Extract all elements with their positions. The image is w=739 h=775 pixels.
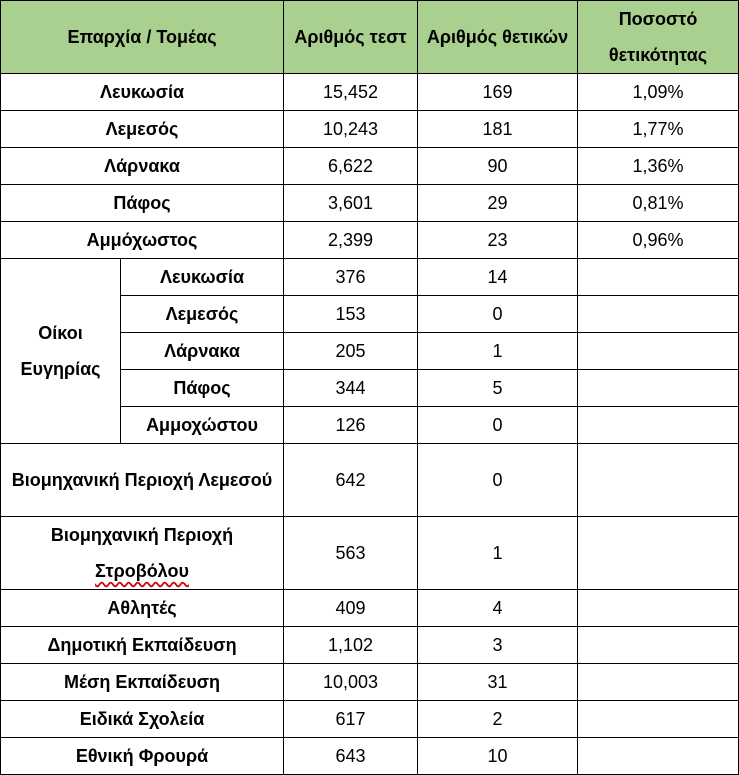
positives-cell: 29 bbox=[418, 185, 578, 222]
positives-cell: 14 bbox=[418, 259, 578, 296]
header-tests: Αριθμός τεστ bbox=[284, 1, 418, 74]
positives-cell: 181 bbox=[418, 111, 578, 148]
rate-cell: 0,96% bbox=[578, 222, 739, 259]
tests-cell: 205 bbox=[284, 333, 418, 370]
rate-cell-empty bbox=[578, 444, 739, 517]
tests-cell: 2,399 bbox=[284, 222, 418, 259]
rate-cell-empty bbox=[578, 407, 739, 444]
positives-cell: 169 bbox=[418, 74, 578, 111]
tests-cell: 15,452 bbox=[284, 74, 418, 111]
rate-cell-empty bbox=[578, 701, 739, 738]
sector-name: Αθλητές bbox=[1, 590, 284, 627]
positives-cell: 3 bbox=[418, 627, 578, 664]
care-home-name: Λεμεσός bbox=[121, 296, 284, 333]
tests-cell: 153 bbox=[284, 296, 418, 333]
tests-cell: 617 bbox=[284, 701, 418, 738]
district-name: Λάρνακα bbox=[1, 148, 284, 185]
tests-cell: 10,003 bbox=[284, 664, 418, 701]
rate-cell: 1,09% bbox=[578, 74, 739, 111]
positives-cell: 0 bbox=[418, 444, 578, 517]
sector-row bbox=[1, 590, 739, 627]
care-homes-label bbox=[1, 259, 121, 444]
care-home-row bbox=[1, 259, 739, 296]
rate-cell: 0,81% bbox=[578, 185, 739, 222]
sector-row bbox=[1, 444, 739, 517]
rate-cell-empty bbox=[578, 517, 739, 590]
rate-cell-empty bbox=[578, 664, 739, 701]
header-rate: Ποσοστό θετικότητας bbox=[578, 1, 739, 74]
tests-cell: 3,601 bbox=[284, 185, 418, 222]
positives-cell: 2 bbox=[418, 701, 578, 738]
district-name: Αμμόχωστος bbox=[1, 222, 284, 259]
rate-cell-empty bbox=[578, 296, 739, 333]
positives-cell: 0 bbox=[418, 407, 578, 444]
district-row bbox=[1, 148, 739, 185]
sector-name: Βιομηχανική Περιοχή Λεμεσού bbox=[1, 444, 284, 517]
district-name: Πάφος bbox=[1, 185, 284, 222]
care-home-name: Λευκωσία bbox=[121, 259, 284, 296]
district-name: Λευκωσία bbox=[1, 74, 284, 111]
tests-cell: 642 bbox=[284, 444, 418, 517]
header-positives: Αριθμός θετικών bbox=[418, 1, 578, 74]
positives-cell: 31 bbox=[418, 664, 578, 701]
rate-cell-empty bbox=[578, 627, 739, 664]
rate-cell-empty bbox=[578, 370, 739, 407]
sector-row bbox=[1, 701, 739, 738]
positives-cell: 23 bbox=[418, 222, 578, 259]
tests-cell: 126 bbox=[284, 407, 418, 444]
tests-cell: 409 bbox=[284, 590, 418, 627]
sector-name: Δημοτική Εκπαίδευση bbox=[1, 627, 284, 664]
care-homes-label-text: Οίκοι Ευγηρίας bbox=[20, 323, 101, 379]
positives-cell: 10 bbox=[418, 738, 578, 775]
district-row bbox=[1, 111, 739, 148]
sector-name: Εθνική Φρουρά bbox=[1, 738, 284, 775]
district-row bbox=[1, 222, 739, 259]
positives-cell: 0 bbox=[418, 296, 578, 333]
sector-row bbox=[1, 517, 739, 590]
header-row bbox=[1, 1, 739, 74]
rate-cell-empty bbox=[578, 259, 739, 296]
sector-row bbox=[1, 738, 739, 775]
tests-cell: 563 bbox=[284, 517, 418, 590]
header-area: Επαρχία / Τομέας bbox=[1, 1, 284, 74]
tests-cell: 1,102 bbox=[284, 627, 418, 664]
district-row bbox=[1, 185, 739, 222]
care-home-name: Λάρνακα bbox=[121, 333, 284, 370]
sector-name-line2: Στροβόλου bbox=[95, 561, 189, 581]
sector-name-line1: Βιομηχανική Περιοχή bbox=[50, 525, 234, 545]
tests-cell: 643 bbox=[284, 738, 418, 775]
sector-name: Μέση Εκπαίδευση bbox=[1, 664, 284, 701]
sector-name: Ειδικά Σχολεία bbox=[1, 701, 284, 738]
rate-cell: 1,36% bbox=[578, 148, 739, 185]
tests-cell: 6,622 bbox=[284, 148, 418, 185]
care-home-name: Αμμοχώστου bbox=[121, 407, 284, 444]
positives-cell: 4 bbox=[418, 590, 578, 627]
sector-row bbox=[1, 627, 739, 664]
district-row bbox=[1, 74, 739, 111]
sector-name bbox=[1, 517, 284, 590]
positives-cell: 5 bbox=[418, 370, 578, 407]
positives-cell: 90 bbox=[418, 148, 578, 185]
rate-cell-empty bbox=[578, 590, 739, 627]
rate-cell-empty bbox=[578, 738, 739, 775]
rate-cell: 1,77% bbox=[578, 111, 739, 148]
sector-row bbox=[1, 664, 739, 701]
rate-cell-empty bbox=[578, 333, 739, 370]
tests-cell: 10,243 bbox=[284, 111, 418, 148]
positives-cell: 1 bbox=[418, 333, 578, 370]
district-name: Λεμεσός bbox=[1, 111, 284, 148]
tests-cell: 376 bbox=[284, 259, 418, 296]
care-home-name: Πάφος bbox=[121, 370, 284, 407]
tests-cell: 344 bbox=[284, 370, 418, 407]
positives-cell: 1 bbox=[418, 517, 578, 590]
